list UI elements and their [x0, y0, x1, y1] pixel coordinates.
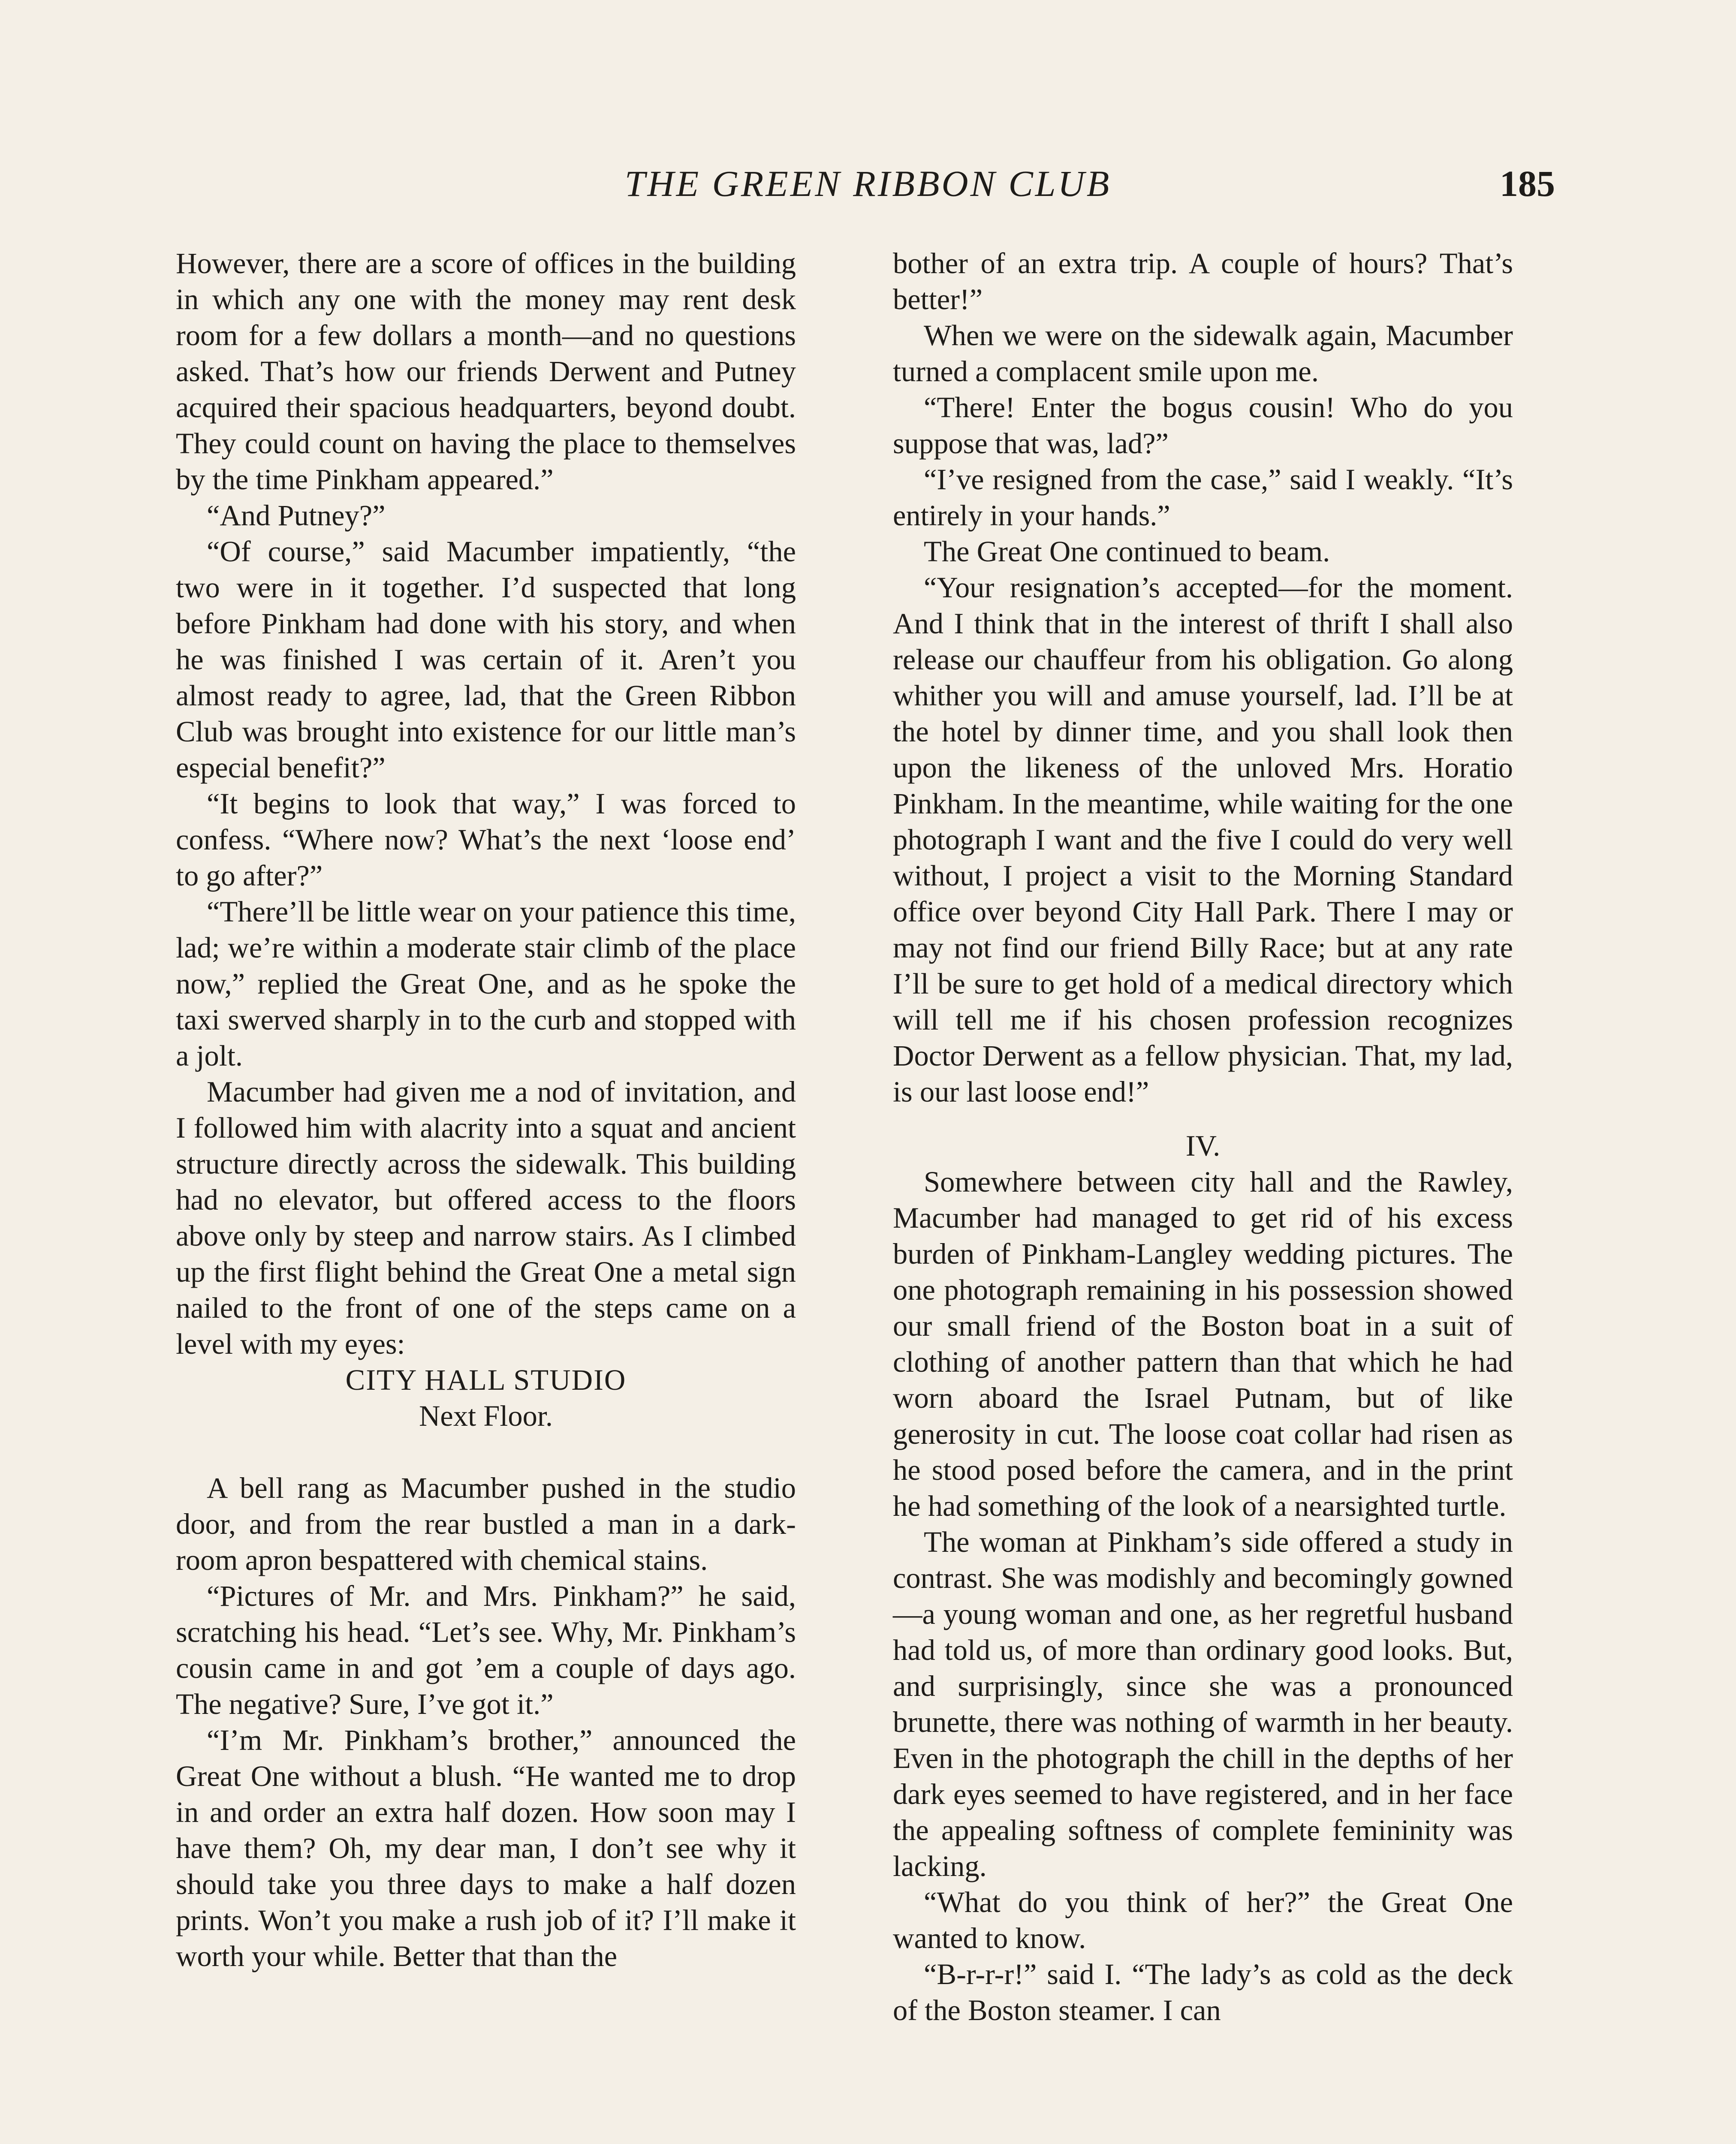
section-heading: IV.	[1185, 1129, 1221, 1162]
sign-heading: CITY HALL STUDIO	[345, 1364, 627, 1396]
running-title: THE GREEN RIBBON CLUB	[624, 163, 1112, 204]
paragraph: “Pictures of Mr. and Mrs. Pinkham?” he said, scratching his head. “Let’s see. Why, Mr. Pinkham’s cousin came in and got ’em a couple of days ago. The negative? Sure, I’ve got it.”	[176, 1580, 796, 1720]
paragraph: “B-r-r-r!” said I. “The lady’s as cold as the deck of the Boston steamer. I can	[893, 1958, 1513, 2027]
paragraph: When we were on the sidewalk again, Macumber turned a complacent smile upon me.	[893, 319, 1513, 388]
paragraph: “There’ll be little wear on your patience this time, lad; we’re within a moderate stair climb of the place now,” replied the Great One, and as he spoke the taxi swerved sharply in to the curb and stopped with a jolt.	[176, 895, 796, 1072]
paragraph: “I’ve resigned from the case,” said I weakly. “It’s entirely in your hands.”	[893, 463, 1513, 532]
paragraph: “It begins to look that way,” I was forced to confess. “Where now? What’s the next ‘loose end’ to go after?”	[176, 787, 796, 892]
paragraph: The woman at Pinkham’s side offered a study in contrast. She was modishly and becomingly gowned—a young woman and one, as her regretful husband had told us, of more than ordinary good looks. But, and surprisingly, since she was a pronounced brunette, there was nothing of warmth in her beauty. Even in the photograph the chill in the depths of her dark eyes seemed to have registered, and in her face the appealing softness of complete femininity was lacking.	[893, 1526, 1513, 1882]
paragraph: “And Putney?”	[207, 499, 386, 532]
left-column	[176, 245, 796, 1974]
paragraph: “What do you think of her?” the Great One wanted to know.	[893, 1886, 1513, 1954]
paragraph: “Your resignation’s accepted—for the moment. And I think that in the interest of thrift I shall also release our chauffeur from his obligation. Go along whither you will and amuse yourself, lad. I’ll be at the hotel by dinner time, and you shall look then upon the likeness of the unloved Mrs. Horatio Pinkham. In the meantime, while waiting for the one photograph I want and the five I could do very well without, I project a visit to the Morning Standard office over beyond City Hall Park. There I may or may not find our friend Billy Race; but at any rate I’ll be sure to get hold of a medical directory which will tell me if his chosen profession recognizes Doctor Derwent as a fellow physician. That, my lad, is our last loose end!”	[893, 571, 1513, 1108]
right-column	[893, 245, 1513, 2028]
page-number: 185	[1500, 163, 1555, 204]
paragraph: “I’m Mr. Pinkham’s brother,” announced the Great One without a blush. “He wanted me to drop in and order an extra half dozen. How soon may I have them? Oh, my dear man, I don’t see why it should take you three days to make a half dozen prints. Won’t you make a rush job of it? I’ll make it worth your while. Better that than the	[176, 1724, 796, 1972]
paragraph: A bell rang as Macumber pushed in the studio door, and from the rear bustled a man in a dark-room apron bespattered with chemical stains.	[176, 1472, 796, 1576]
sign-subheading: Next Floor.	[419, 1400, 553, 1432]
paragraph: “There! Enter the bogus cousin! Who do you suppose that was, lad?”	[893, 391, 1513, 460]
paragraph: Macumber had given me a nod of invitation, and I followed him with alacrity into a squat and ancient structure directly across the sidewalk. This building had no elevator, but offered access to the floors above only by steep and narrow stairs. As I climbed up the first flight behind the Great One a metal sign nailed to the front of one of the steps came on a level with my eyes:	[176, 1075, 796, 1360]
paragraph: However, there are a score of offices in the building in which any one with the money may rent desk room for a few dollars a month—and no questions asked. That’s how our friends Derwent and Putney acquired their spacious headquarters, beyond doubt. They could count on having the place to themselves by the time Pinkham appeared.”	[176, 247, 796, 496]
paragraph: The Great One continued to beam.	[924, 535, 1330, 568]
paragraph: bother of an extra trip. A couple of hours? That’s better!”	[893, 247, 1513, 316]
paragraph: “Of course,” said Macumber impatiently, “the two were in it together. I’d suspected that long before Pinkham had done with his story, and when he was finished I was certain of it. Aren’t you almost ready to agree, lad, that the Green Ribbon Club was brought into existence for our little man’s especial benefit?”	[176, 535, 796, 784]
paragraph: Somewhere between city hall and the Rawley, Macumber had managed to get rid of his excess burden of Pinkham-Langley wedding pictures. The one photograph remaining in his possession showed our small friend of the Boston boat in a suit of clothing of another pattern than that which he had worn aboard the Israel Putnam, but of like generosity in cut. The loose coat collar had risen as he stood posed before the camera, and in the print he had something of the look of a nearsighted turtle.	[893, 1165, 1513, 1522]
